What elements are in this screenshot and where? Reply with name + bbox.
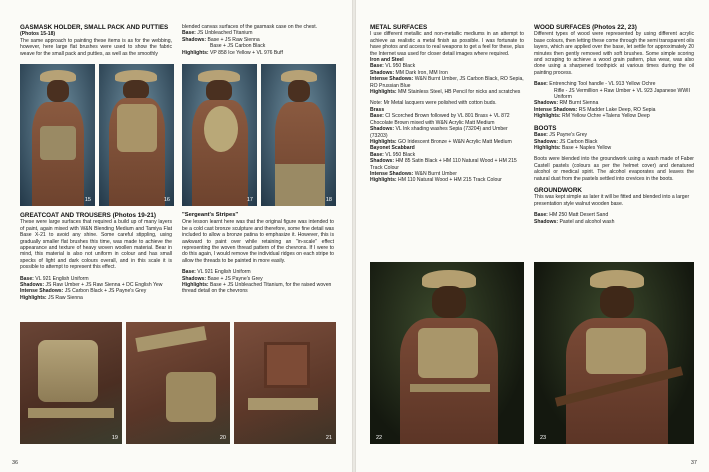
photo-number: 23 [540,435,547,441]
paint-line: Base: VL 950 Black [370,151,416,158]
paint-line: Shadows: VL Ink shading washes Sepia (73204) and Umber (73203) [370,126,508,139]
paint-line: Base: VL 950 Black [370,63,416,70]
gasmask-subheading: (Photos 15-18) [20,31,56,38]
boots-heading: BOOTS [534,124,557,132]
wood-body: Different types of wood were represented by using different acrylic base colours, then letting these come through the semi transparent oils layers, which are applied over the base, let settle for approximately 20 minutes then gently removed with soft brushes. Some simple scoring and scraping to achieve a wood grain pattern, plus wear, was also done using a sharpened toothpick at various times during the oil painting process. [534,31,694,76]
paint-line: Highlights: RM Yellow Ochre +Talens Yellow Deep [534,113,650,120]
paint-line: Base: JS Unbleached Titanium [182,30,253,37]
photo-number: 18 [325,197,332,203]
paint-line: Intense Shadows: W&N Burnt Umber [370,170,457,177]
paint-line: Intense Shadows: W&N Burnt Umber, JS Carbon Black, RO Sepia, RO Prussian Blue [370,76,524,89]
photo-19 [20,322,122,444]
photo-number: 17 [246,197,253,203]
gasmask-section [20,24,172,57]
paint-line: Base: Entrenching Tool handle - VL 913 Yellow Ochre [534,81,656,88]
stripes-section [182,212,334,295]
paint-line: Shadows: Base + JS Raw Sienna [182,36,260,43]
paint-line: Base: JS Payne's Grey [534,132,588,139]
paint-line: Base: VL 921 English Uniform [20,275,89,282]
photo-17 [182,64,257,206]
groundwork-heading: GROUNDWORK [534,186,582,194]
left-page [0,0,352,472]
photo-23 [534,262,694,444]
paint-line: Base: HM 250 Matt Desert Sand [534,212,609,219]
gasmask-paints [182,24,334,56]
paint-line: Highlights: JS Raw Sienna [20,294,83,301]
photo-number: 22 [376,435,383,441]
page-number: 36 [12,460,19,466]
photo-16 [99,64,174,206]
greatcoat-body: These were large surfaces that required a build up of many layers of paint, again mixed with W&N Blending Medium and Tamiya Flat Base X-21 to avoid any shine. Some careful stippling, using gradually smaller flat brushes this time, was made to achieve the appearance and texture of heavy woven woollen material. Bear in mind, this material is also not uniform in colour and has small specks of light and dark colours overall, and in this scale it is possible to attempt to represent this effect. [20,219,172,271]
paint-line: Shadows: JS Raw Umber + JS Raw Sienna + DC English Yew [20,282,163,289]
paint-line: Shadows: MM Dark Iron, MM Iron [370,69,448,76]
paint-line: Highlights: Base + Naples Yellow [534,144,612,151]
paint-line: Shadows: HM 85 Satin Black + HM 110 Natural Wood + HM 215 Track Colour [370,158,517,171]
gasmask-body: The same approach to painting these items is as for the webbing, however, here large flat brushes were used to show the fabric weave for the small pack and putties, as well as the smoothly [20,37,172,57]
wood-column [534,24,694,225]
greatcoat-section [20,212,172,301]
photo-20 [126,322,230,444]
paint-line: Shadows: Base + JS Payne's Grey [182,275,263,282]
greatcoat-heading: GREATCOAT AND TROUSERS (Photos 19-21) [20,212,156,219]
wood-heading: WOOD SURFACES (Photos 22, 23) [534,24,637,31]
photo-22 [370,262,524,444]
brass-heading: Brass [370,106,385,113]
paint-line: Base: VL 921 English Uniform [182,269,251,276]
stripes-heading: "Sergeant's Stripes" [182,212,239,218]
photo-18 [261,64,336,206]
paint-line: Rifle - JS Vermillion + Raw Umber + VL 923 Japanese WWII Uniform [554,87,690,101]
paint-line: Highlights: Base + JS Unbleached Titanium, for the raised woven thread detail on the chevrons [182,282,332,295]
boots-body: Boots were blended into the groundwork using a wash made of Faber Castell pastels (colours as per the helmet cover) and denatured alcohol or medical spirit. The alcohol evaporates and leaves the natural dust from the pastels settled into crevices in the boots. [534,156,694,182]
metal-column [370,24,524,184]
page-number: 37 [690,460,697,466]
gasmask-body-cont: blended canvas surfaces of the gasmask case on the chest. [182,24,318,30]
paint-line: Base: CI Scorched Brown followed by VL 801 Brass + VL 872 Chocolate Brown mixed with W&N Acrylic Matt Medium [370,113,510,126]
paint-line: Highlights: HM 110 Natural Wood + HM 215 Track Colour [370,177,502,184]
photo-21 [234,322,336,444]
paint-line: Highlights: GO Iridescent Bronze + W&N Acrylic Matt Medium [370,138,512,145]
paint-line: Shadows: Pastel and alcohol wash [534,218,615,225]
photo-number: 16 [163,197,170,203]
paint-line: Base + JS Carbon Black [210,43,266,50]
right-page [356,0,709,472]
paint-line: Shadows: JS Carbon Black [534,138,598,145]
iron-heading: Iron and Steel [370,57,404,64]
photo-15 [20,64,95,206]
iron-note: Note: Mr Metal lacquers were polished with cotton buds. [370,100,497,107]
paint-line: Highlights: MM Stainless Steel, HB Pencil for nicks and scratches [370,89,521,96]
bayonet-heading: Bayonet Scabbard [370,145,415,152]
paint-line: Intense Shadows: RS Madder Lake Deep, RO Sepia [534,106,656,113]
groundwork-body: This was kept simple as later it will be fitted and blended into a larger presentation style walnut wooden base. [534,194,690,207]
photo-number: 19 [111,435,118,441]
photo-number: 21 [325,435,332,441]
metal-heading: METAL SURFACES [370,24,428,31]
metal-body: I use different metallic and non-metallic mediums in an attempt to achieve as realistic a metal finish as possible. I was fortunate to have photos and access to real weapons to get a feel for these, plus the Internet was used for closer detail images where required. [370,31,524,57]
photo-number: 20 [219,435,226,441]
paint-line: Intense Shadows: JS Carbon Black + JS Payne's Grey [20,288,147,295]
photo-number: 15 [84,197,91,203]
stripes-body: One lesson learnt here was that the original figure was intended to be a cold cast bronze sculpture and therefore, some fine detail was included to allow a bronze patina to emphasize it. However, this is awkward to paint over while retaining an "in-scale" effect representing the woven thread pattern of the chevrons. If I were to do this again, I would remove the individual ridges on each stripe to allow the threads to be painted in more easily. [182,219,334,264]
gasmask-heading: GASMASK HOLDER, SMALL PACK AND PUTTIES [20,24,169,31]
paint-line: Highlights: VP 858 Ice Yellow + VL 976 Buff [182,49,283,56]
paint-line: Shadows: RM Burnt Sienna [534,100,599,107]
